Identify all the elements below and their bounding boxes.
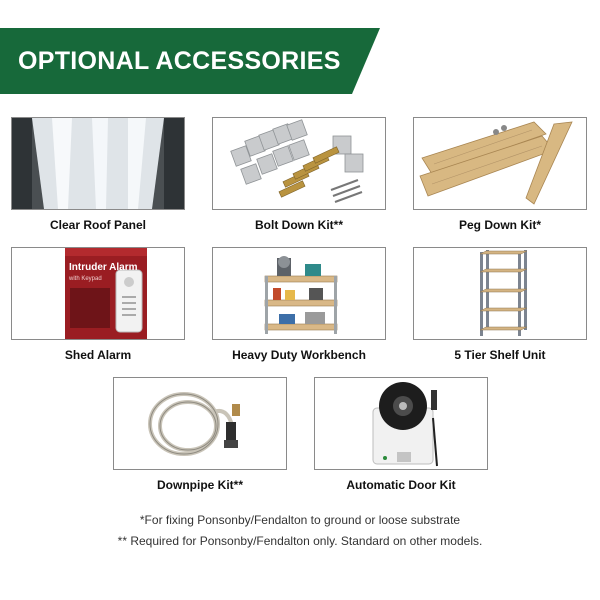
workbench-photo — [212, 247, 386, 340]
accessory-heavy-duty-workbench[interactable] — [212, 247, 386, 362]
alarm-box-subtitle: with Keypad — [69, 276, 102, 282]
peg-down-kit-photo — [413, 117, 587, 210]
downpipe-kit-photo — [113, 377, 287, 470]
item-label: Shed Alarm — [64, 348, 132, 362]
accessory-automatic-door-kit[interactable] — [314, 377, 488, 492]
footnote-double-asterisk: ** Required for Ponsonby/Fendalton only. Standard on other models. — [117, 534, 483, 548]
item-label: Bolt Down Kit** — [255, 218, 343, 232]
accessory-downpipe-kit[interactable] — [113, 377, 287, 492]
shelf-unit-photo — [413, 247, 587, 340]
accessory-clear-roof-panel[interactable] — [11, 117, 185, 232]
automatic-door-kit-photo — [314, 377, 488, 470]
accessory-peg-down-kit[interactable] — [413, 117, 587, 232]
roof-panel-photo — [11, 117, 185, 210]
header-banner — [0, 28, 380, 94]
item-label: Automatic Door Kit — [346, 478, 456, 492]
accessory-bolt-down-kit[interactable] — [212, 117, 386, 232]
alarm-box-title: Intruder Alarm — [69, 262, 138, 273]
accessory-5-tier-shelf-unit[interactable] — [413, 247, 587, 362]
item-label: 5 Tier Shelf Unit — [454, 348, 546, 362]
item-label: Heavy Duty Workbench — [232, 348, 366, 362]
item-label: Peg Down Kit* — [458, 218, 541, 232]
accessory-shed-alarm[interactable] — [11, 247, 185, 362]
page-title: OPTIONAL ACCESSORIES — [18, 47, 341, 75]
item-label: Clear Roof Panel — [49, 218, 147, 232]
shed-alarm-photo — [11, 247, 185, 340]
footnotes — [0, 510, 600, 552]
bolt-down-kit-photo — [212, 117, 386, 210]
item-label: Downpipe Kit** — [157, 478, 243, 492]
footnote-single-asterisk: *For fixing Ponsonby/Fendalton to ground or loose substrate — [139, 513, 461, 527]
